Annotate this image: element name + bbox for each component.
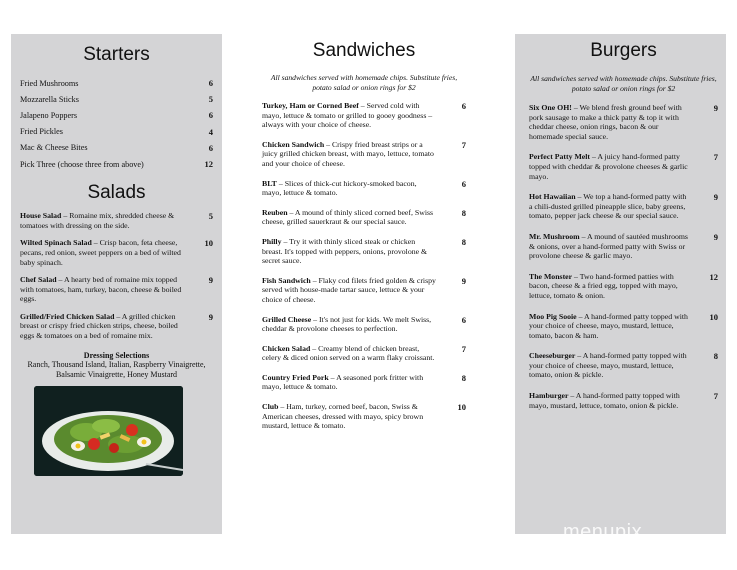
sandwich-name: Fish Sandwich <box>262 275 311 285</box>
sandwich-price: 8 <box>461 207 466 218</box>
burger-desc: – A hand-formed patty topped with your choice of cheese, mayo, mustard, lettuce, tomato, bacon & ham. <box>529 311 688 340</box>
sandwich-name: Chicken Sandwich <box>262 139 325 149</box>
burger-price: 9 <box>713 192 718 203</box>
salad-name: Grilled/Fried Chicken Salad <box>20 311 115 321</box>
salad-item <box>20 211 213 230</box>
burgers-note: All sandwiches served with homemade chips. Substitute fries, potato salad or onion rings for $2 <box>530 74 717 93</box>
burger-item <box>529 232 718 261</box>
starter-item <box>20 75 213 91</box>
sandwich-price: 10 <box>457 402 466 413</box>
salad-name: House Salad <box>20 211 62 221</box>
sandwich-item <box>262 402 466 431</box>
sandwich-price: 6 <box>461 314 466 325</box>
burger-name: Perfect Patty Melt <box>529 152 591 162</box>
sandwich-price: 9 <box>461 275 466 286</box>
salad-item <box>20 275 213 304</box>
burger-desc: – We top a hand-formed patty with a chili-dusted grilled pineapple slice, baby greens, tomato, pepper jack cheese & our special sauce. <box>529 192 687 221</box>
salads-heading: Salads <box>87 182 146 204</box>
burger-item <box>529 312 718 341</box>
sandwich-desc: – A seasoned pork fritter with mayo, lettuce & tomato. <box>262 372 424 392</box>
burger-name: Six One OH! <box>529 103 572 112</box>
sandwich-price: 7 <box>461 343 466 354</box>
burger-item <box>529 192 718 221</box>
burger-name: Moo Pig Sooie <box>529 311 577 321</box>
starter-item <box>20 107 213 123</box>
burger-price: 8 <box>713 351 718 362</box>
burgers-panel <box>515 34 726 534</box>
salad-item <box>20 238 213 267</box>
dressing-text: Ranch, Thousand Island, Italian, Raspberry Vinaigrette, Balsamic Vinaigrette, Honey Mustard <box>27 359 206 379</box>
starters-heading: Starters <box>83 44 150 65</box>
sandwich-price: 8 <box>461 372 466 383</box>
burger-price: 9 <box>713 231 718 242</box>
burger-desc: – Two hand-formed patties with bacon, cheese & a fried egg, topped with mayo, lettuce, tomato & onion. <box>529 271 678 300</box>
burger-name: Cheeseburger <box>529 351 576 361</box>
starters-list <box>20 75 213 172</box>
burger-price: 7 <box>713 391 718 402</box>
sandwich-name: Grilled Cheese <box>262 314 312 324</box>
sandwiches-note: All sandwiches served with homemade chips. Substitute fries, potato salad or onion rings for $2 <box>270 73 458 92</box>
starter-price: 12 <box>204 159 213 170</box>
sandwich-item <box>262 315 466 334</box>
burger-desc: – A hand-formed patty topped with mayo, mustard, lettuce, tomato, onion & pickle. <box>529 391 680 410</box>
sandwich-price: 7 <box>461 139 466 150</box>
sandwich-desc: – Creamy blend of chicken breast, celery & diced onion served on a warm flaky croissant. <box>262 343 435 363</box>
salad-desc: – A grilled chicken breast or crispy fried chicken strips, cheese, boiled eggs & tomatoes on a bed of romaine mix. <box>20 311 178 341</box>
salad-price: 10 <box>204 238 213 249</box>
sandwich-desc: – Served cold with mayo, lettuce & tomato or grilled to gooey goodness – always with your choice of cheese. <box>262 101 433 130</box>
sandwich-name: Country Fried Pork <box>262 372 329 382</box>
sandwich-desc: – Crispy fried breast strips or a juicy grilled chicken breast, with mayo, lettuce, tomato and your choice of cheese. <box>262 139 434 168</box>
starter-name: Mac & Cheese Bites <box>20 143 88 153</box>
burger-name: Hamburger <box>529 391 569 401</box>
sandwich-price: 8 <box>461 236 466 247</box>
burger-item <box>529 103 718 141</box>
dressing-title: Dressing Selections <box>83 350 150 360</box>
burger-desc: – A mound of sautéed mushrooms & onions, over a hand-formed patty with Swiss or provolone cheese & garlic mayo. <box>529 231 688 261</box>
burger-name: The Monster <box>529 271 573 281</box>
starter-item <box>20 140 213 156</box>
sandwich-name: Reuben <box>262 207 288 217</box>
burger-price: 12 <box>709 271 718 282</box>
sandwich-item <box>262 179 466 198</box>
sandwich-item <box>262 344 466 363</box>
starters-salads-panel <box>11 34 222 534</box>
salad-price: 9 <box>208 275 213 286</box>
starter-name: Pick Three (choose three from above) <box>20 159 144 169</box>
burger-price: 10 <box>709 311 718 322</box>
burger-name: Hot Hawaiian <box>529 192 576 202</box>
sandwich-name: BLT <box>262 178 277 188</box>
starter-price: 6 <box>208 78 213 89</box>
burger-desc: – A hand-formed patty topped with your choice of cheese, mayo, mustard, lettuce, tomato, onion & pickle. <box>529 351 687 380</box>
starter-item <box>20 156 213 172</box>
salad-photo <box>34 386 183 476</box>
starter-name: Fried Pickles <box>20 127 63 137</box>
burger-desc: – We blend fresh ground beef with pork sausage to make a thick patty & top it with cheddar cheese, onion rings, bacon & our homemade special sauce. <box>529 103 682 141</box>
sandwich-name: Club <box>262 402 279 412</box>
sandwich-price: 6 <box>461 178 466 189</box>
sandwich-item <box>262 101 466 130</box>
burger-item <box>529 272 718 301</box>
starter-name: Mozzarella Sticks <box>20 94 79 104</box>
starter-price: 6 <box>208 142 213 153</box>
sandwich-name: Chicken Salad <box>262 343 311 353</box>
starter-name: Jalapeno Poppers <box>20 110 78 120</box>
salad-item <box>20 312 213 341</box>
starter-name: Fried Mushrooms <box>20 78 79 88</box>
sandwich-item <box>262 208 466 227</box>
sandwich-price: 6 <box>461 101 466 111</box>
sandwiches-heading: Sandwiches <box>312 40 416 61</box>
sandwich-desc: – Try it with thinly sliced steak or chicken breast. It's topped with peppers, onions, provolone & secret sauce. <box>262 236 428 266</box>
sandwich-item <box>262 276 466 305</box>
starter-price: 4 <box>208 126 213 137</box>
burgers-heading: Burgers <box>590 40 657 61</box>
salad-desc: – Romaine mix, shredded cheese & tomatoes with dressing on the side. <box>20 211 175 230</box>
sandwiches-panel <box>256 34 470 534</box>
burger-price: 7 <box>713 152 718 163</box>
sandwich-desc: – Slices of thick-cut hickory-smoked bacon, mayo, lettuce & tomato. <box>262 178 417 198</box>
sandwich-item <box>262 373 466 392</box>
sandwich-desc: – Flaky cod filets fried golden & crispy served with house-made tartar sauce, lettuce & your choice of cheese. <box>262 275 436 304</box>
salad-price: 5 <box>208 211 213 222</box>
salad-price: 9 <box>208 311 213 322</box>
sandwich-name: Philly <box>262 236 282 246</box>
starter-item <box>20 124 213 140</box>
starter-item <box>20 91 213 107</box>
burger-desc: – A juicy hand-formed patty topped with cheddar & provolone cheeses & garlic mayo. <box>529 152 688 181</box>
sandwich-desc: – It's not just for kids. We melt Swiss, cheddar & provolone cheeses to perfection. <box>262 314 432 334</box>
burger-price: 9 <box>713 103 718 113</box>
sandwich-item <box>262 140 466 169</box>
salad-desc: – A hearty bed of romaine mix topped with tomatoes, ham, turkey, bacon, cheese & boiled eggs. <box>20 275 182 304</box>
sandwich-item <box>262 237 466 266</box>
salad-illustration <box>34 386 183 476</box>
sandwich-desc: – Ham, turkey, corned beef, bacon, Swiss & American cheeses, dressed with mayo, spicy brown mustard, lettuce & tomato. <box>262 402 424 431</box>
burger-item <box>529 152 718 181</box>
sandwich-desc: – A mound of thinly sliced corned beef, Swiss cheese, grilled sauerkraut & our special sauce. <box>262 207 434 227</box>
starter-price: 5 <box>208 94 213 105</box>
salad-name: Chef Salad <box>20 275 57 285</box>
salad-desc: – Crisp bacon, feta cheese, pecans, red onion, sweet peppers on a bed of wilted baby spinach. <box>20 238 181 267</box>
sandwich-name: Turkey, Ham or Corned Beef <box>262 101 359 110</box>
menupix-watermark: menupix <box>563 521 643 543</box>
starter-price: 6 <box>208 110 213 121</box>
salad-name: Wilted Spinach Salad <box>20 238 92 248</box>
burger-name: Mr. Mushroom <box>529 231 580 241</box>
burger-item <box>529 351 718 380</box>
burger-item <box>529 391 718 410</box>
